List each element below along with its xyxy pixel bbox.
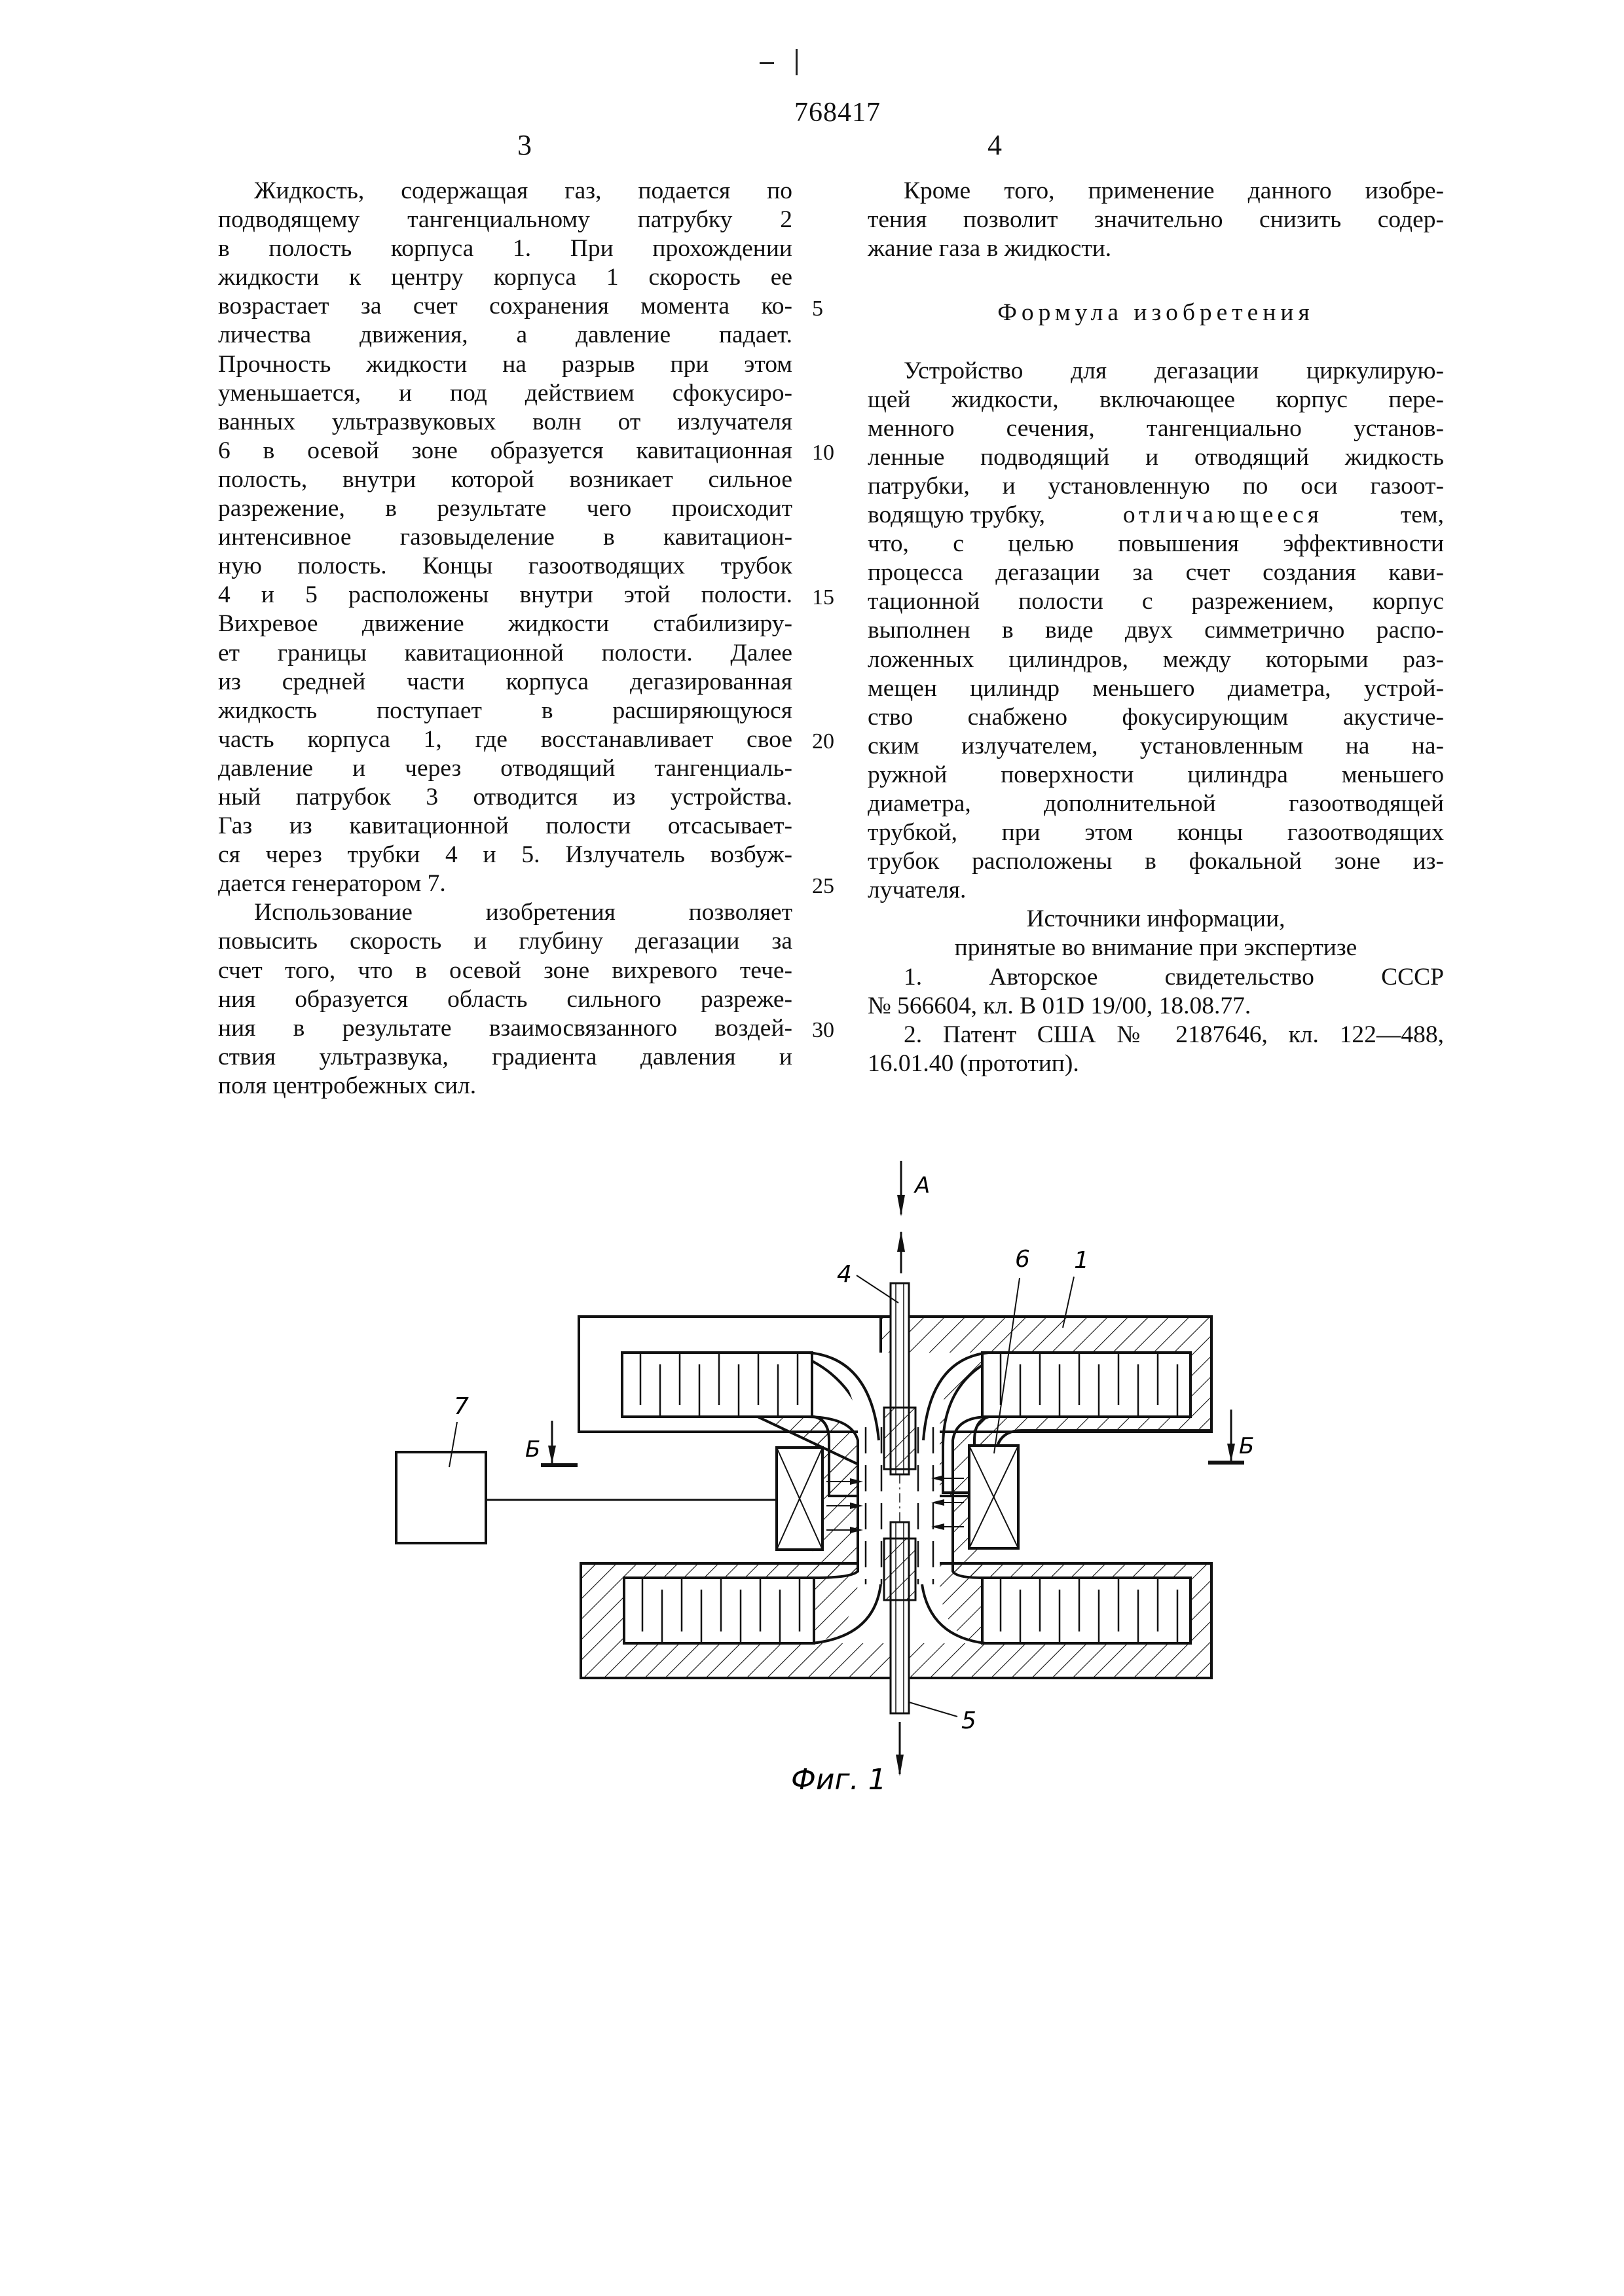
label-section-b-left: Б (525, 1436, 541, 1463)
label-tube-5: 5 (961, 1707, 976, 1734)
source-entry: № 566604, кл. В 01D 19/00, 18.08.77. (868, 992, 1251, 1019)
sources-heading: Источники информации, (1026, 905, 1285, 933)
label-generator-7: 7 (454, 1393, 469, 1420)
text-line: подводящему тангенциальному патрубку 2 (218, 206, 792, 234)
text-line: процесса дегазации за счет создания кави- (868, 559, 1444, 587)
text-line: ет границы кавитационной полости. Далее (218, 639, 792, 666)
text-line: личества движения, а давление падает. (218, 321, 792, 349)
text-line: Прочность жидкости на разрыв при этом (218, 350, 792, 378)
cavity-upper-right (982, 1353, 1190, 1417)
text-line: Кроме того, применение данного изобре- (904, 177, 1444, 204)
text-line: Жидкость, содержащая газ, подается по (254, 177, 792, 204)
source-entry: 16.01.40 (прототип). (868, 1049, 1079, 1077)
view-arrow-a-head (897, 1195, 905, 1216)
text-line: ленные подводящий и отводящий жидкость (868, 443, 1444, 471)
text-line: Газ из кавитационной полости отсасывает- (218, 812, 792, 840)
text-fragment: тем, (1400, 501, 1444, 529)
claims-heading: Формула изобретения (997, 299, 1314, 327)
text-line: менного сечения, тангенциально установ- (868, 414, 1444, 442)
text-line: дается генератором 7. (218, 870, 446, 898)
text-line: жание газа в жидкости. (868, 235, 1112, 263)
label-section-b-right: Б (1239, 1433, 1255, 1459)
text-line: патрубки, и установленную по оси газоот- (868, 472, 1444, 500)
text-line: тения позволит значительно снизить содер- (868, 206, 1444, 234)
text-line: трубок расположены в фокальной зоне из- (868, 848, 1444, 875)
text-line: Вихревое движение жидкости стабилизиру- (218, 610, 792, 638)
text-line: полость, внутри которой возникает сильное (218, 465, 792, 493)
text-line: ружной поверхности цилиндра меньшего (868, 761, 1444, 788)
source-entry: 1. Авторское свидетельство СССР (904, 963, 1444, 991)
text-line: ложенных цилиндров, между которыми раз- (868, 646, 1444, 673)
text-line: в полость корпуса 1. При прохождении (218, 235, 792, 263)
page-number-left: 3 (517, 129, 532, 161)
text-line: интенсивное газовыделение в кавитацион- (218, 524, 792, 551)
line-number: 30 (812, 1018, 834, 1042)
text-line: трубкой, при этом концы газоотводящих (868, 819, 1444, 847)
text-line: жидкость поступает в расширяющуюся (218, 697, 792, 724)
cavity-lower-right (982, 1578, 1190, 1643)
text-line: ванных ультразвуковых волн от излучателя (218, 408, 792, 435)
text-line: Устройство для дегазации циркулирую- (904, 357, 1444, 384)
text-line: ния образуется область сильного разреже- (218, 985, 792, 1013)
line-number: 25 (812, 874, 834, 898)
text-line: возрастает за счет сохранения момента ко- (218, 293, 792, 320)
label-tube-4: 4 (837, 1261, 852, 1288)
patent-number: 768417 (794, 98, 881, 128)
text-line: ную полость. Концы газоотводящих трубок (218, 553, 792, 580)
text-fragment: водящую трубку, (868, 501, 1045, 529)
text-line: жидкости к центру корпуса 1 скорость ее (218, 264, 792, 291)
gas-outlet-arrow-up-head (897, 1231, 905, 1252)
line-number: 20 (812, 729, 834, 754)
line-number: 15 (812, 585, 834, 610)
sources-subheading: принятые во внимание при экспертизе (954, 934, 1357, 962)
label-emitter-6: 6 (1015, 1246, 1030, 1273)
text-line: счет того, что в осевой зоне вихревого тече- (218, 957, 792, 984)
figure-caption: Фиг. 1 (791, 1763, 887, 1796)
text-line: тационной полости с разрежением, корпус (868, 588, 1444, 615)
text-line: что, с целью повышения эффективности (868, 530, 1444, 558)
cavity-upper-left (622, 1353, 812, 1417)
text-line: диаметра, дополнительной газоотводящей (868, 790, 1444, 817)
text-line: Использование изобретения позволяет (254, 899, 792, 926)
text-line: выполнен в виде двух симметрично распо- (868, 617, 1444, 644)
text-line: лучателя. (868, 877, 967, 904)
label-housing-1: 1 (1074, 1247, 1089, 1274)
section-b-right-arrow-head (1227, 1444, 1235, 1462)
tube-5-sleeve (884, 1539, 915, 1600)
page-number-right: 4 (987, 129, 1002, 161)
text-line: повысить скорость и глубину дегазации за (218, 928, 792, 955)
text-line: мещен цилиндр меньшего диаметра, устрой- (868, 674, 1444, 702)
leader-5 (909, 1702, 957, 1717)
text-line: ния в результате взаимосвязанного воздей- (218, 1014, 792, 1042)
text-line: ским излучателем, установленным на на- (868, 732, 1444, 759)
text-line: ный патрубок 3 отводится из устройства. (218, 783, 792, 811)
generator-7 (396, 1452, 486, 1543)
line-number: 10 (812, 441, 834, 465)
spaced-keyword: отличающееся (1122, 501, 1323, 529)
section-b-left-arrow-head (548, 1446, 556, 1464)
text-line: ство снабжено фокусирующим акустиче- (868, 703, 1444, 731)
text-line: часть корпуса 1, где восстанавливает свое (218, 725, 792, 753)
gas-outlet-arrow-down-head (896, 1755, 904, 1776)
text-line: из средней части корпуса дегазированная (218, 668, 792, 695)
text-line: поля центробежных сил. (218, 1072, 477, 1099)
line-number: 5 (812, 297, 823, 321)
text-line: разрежение, в результате чего происходит (218, 495, 792, 522)
text-line: ся через трубки 4 и 5. Излучатель возбуж- (218, 841, 792, 869)
label-view-a: А (915, 1173, 931, 1199)
text-line: 4 и 5 расположены внутри этой полости. (218, 581, 792, 609)
cavity-lower-left (624, 1578, 814, 1643)
text-line: 6 в осевой зоне образуется кавитационная (218, 437, 792, 464)
tube-4-sleeve (884, 1408, 915, 1469)
text-line: щей жидкости, включающее корпус пере- (868, 386, 1444, 413)
text-line: уменьшается, и под действием сфокусиро- (218, 379, 792, 407)
text-line: давление и через отводящий тангенциаль- (218, 754, 792, 782)
text-line: ствия ультразвука, градиента давления и (218, 1043, 792, 1070)
source-entry: 2. Патент США № 2187646, кл. 122—488, (904, 1021, 1444, 1048)
